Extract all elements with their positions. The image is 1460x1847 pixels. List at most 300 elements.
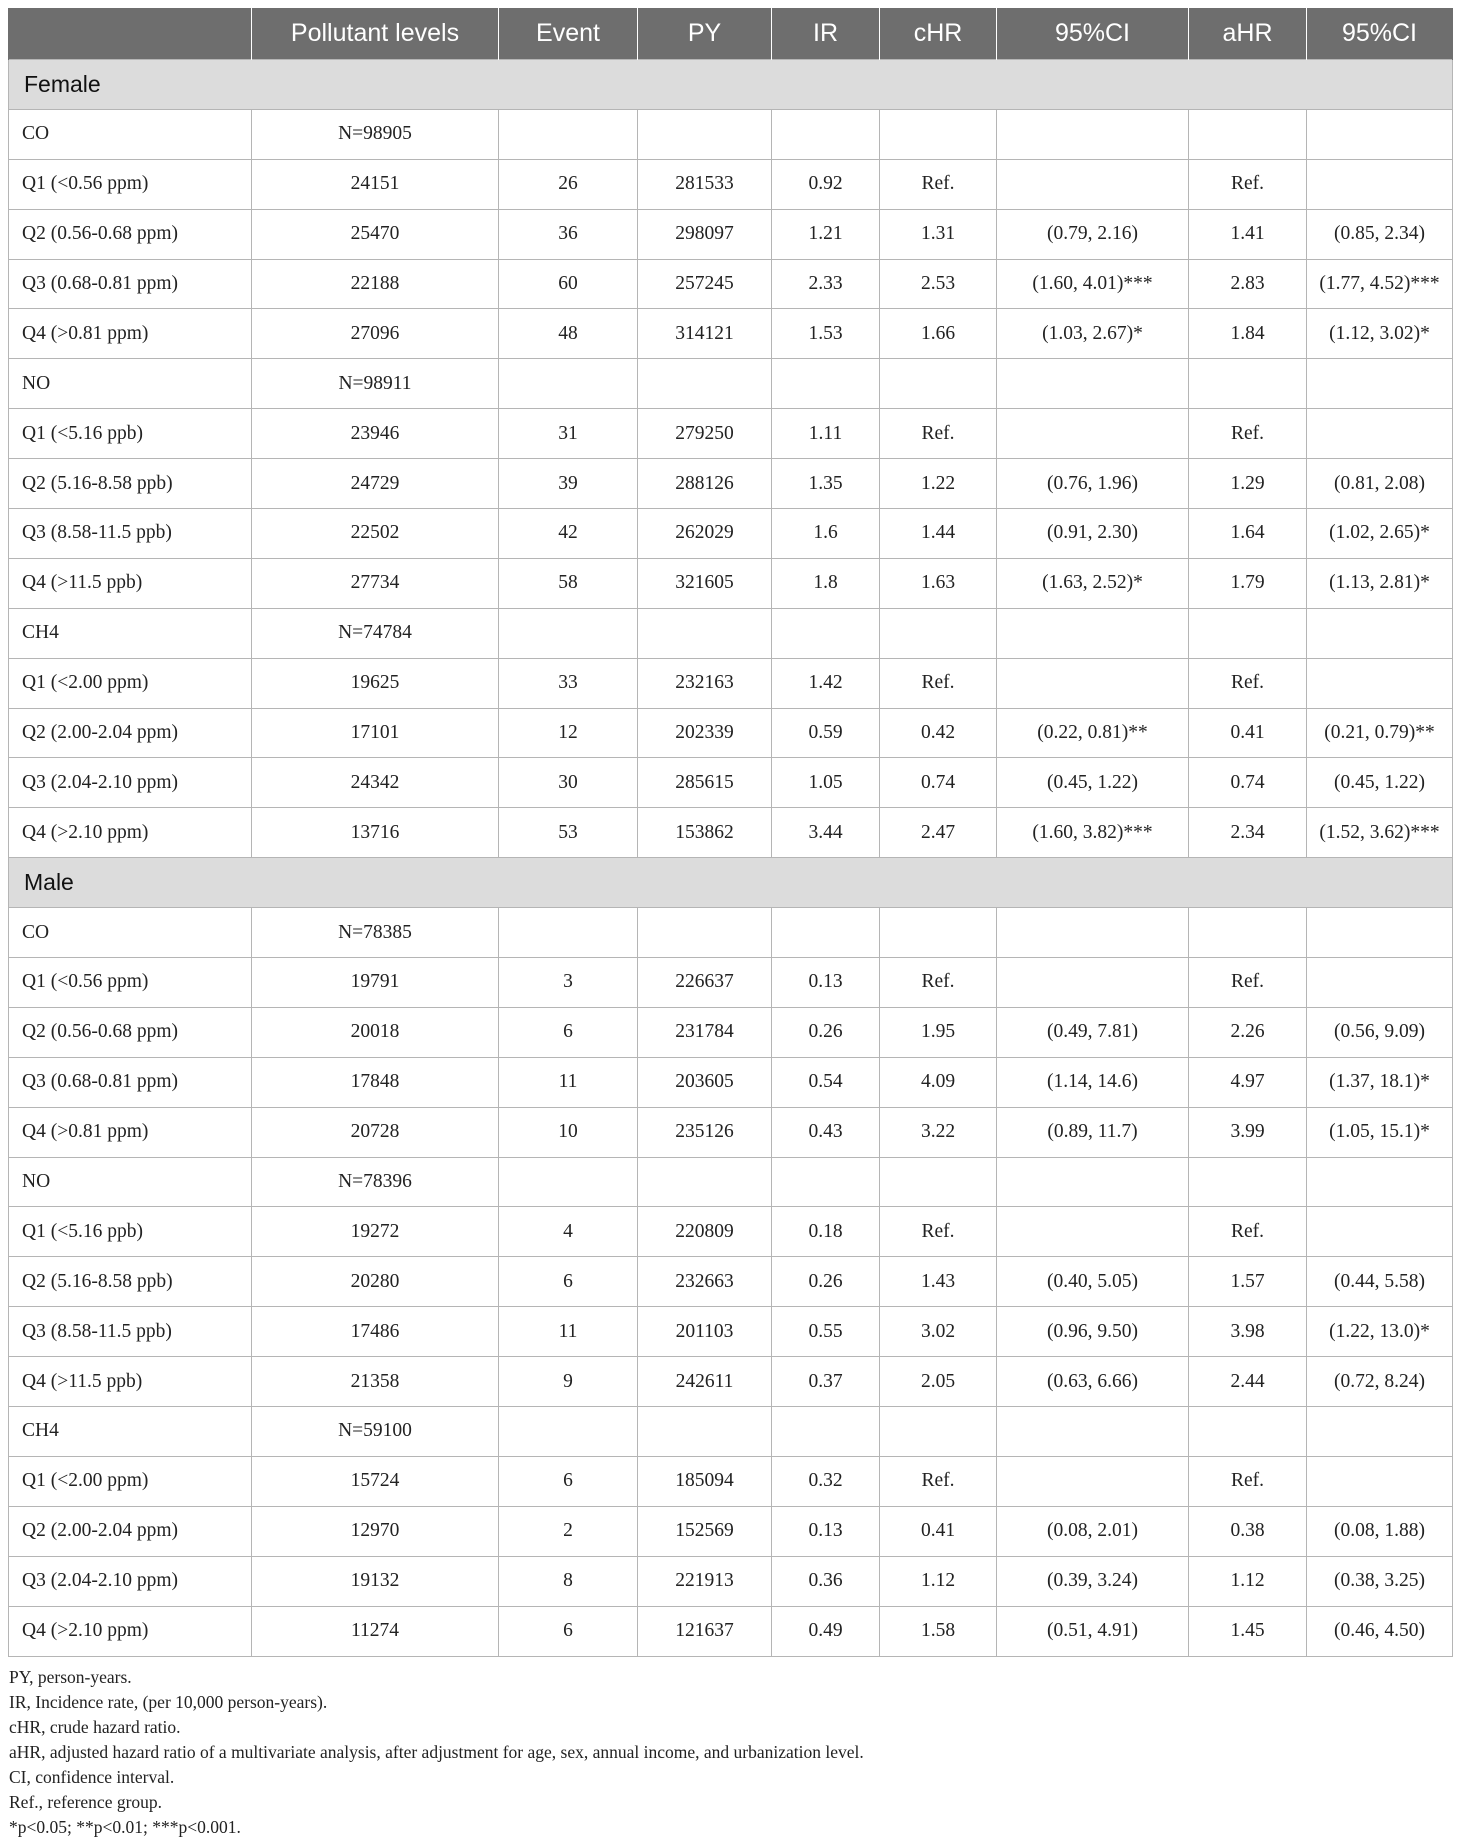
event: 26: [499, 159, 638, 209]
empty-cell: [1307, 1407, 1453, 1457]
chr-ci: (1.03, 2.67)*: [997, 309, 1189, 359]
header-py: PY: [638, 8, 772, 60]
ahr: 2.44: [1189, 1357, 1307, 1407]
person-years: 232163: [638, 658, 772, 708]
empty-cell: [880, 359, 997, 409]
quartile-label: Q2 (2.00-2.04 ppm): [9, 1506, 252, 1556]
group-row-female: [9, 60, 1453, 110]
header-ir: IR: [772, 8, 880, 60]
empty-cell: [1189, 1157, 1307, 1207]
incidence-rate: 1.6: [772, 509, 880, 559]
count: 22188: [252, 259, 499, 309]
table-row: [9, 1606, 1453, 1656]
empty-cell: [997, 1407, 1189, 1457]
event: 33: [499, 658, 638, 708]
chr: Ref.: [880, 658, 997, 708]
event: 58: [499, 558, 638, 608]
incidence-rate: 0.55: [772, 1307, 880, 1357]
quartile-label: Q3 (8.58-11.5 ppb): [9, 509, 252, 559]
ahr: 2.83: [1189, 259, 1307, 309]
incidence-rate: 0.92: [772, 159, 880, 209]
table-row: [9, 758, 1453, 808]
person-years: 232663: [638, 1257, 772, 1307]
pollutant-row: [9, 1407, 1453, 1457]
ahr-ci: (1.37, 18.1)*: [1307, 1057, 1453, 1107]
empty-cell: [880, 109, 997, 159]
header-ahr-ci: 95%CI: [1307, 8, 1453, 60]
pollutant-row: [9, 908, 1453, 958]
ahr: Ref.: [1189, 1456, 1307, 1506]
incidence-rate: 0.36: [772, 1556, 880, 1606]
event: 11: [499, 1057, 638, 1107]
ahr-ci: [1307, 1456, 1453, 1506]
chr-ci: [997, 159, 1189, 209]
table-row: [9, 658, 1453, 708]
chr-ci: (0.89, 11.7): [997, 1107, 1189, 1157]
incidence-rate: 0.18: [772, 1207, 880, 1257]
ahr: 1.64: [1189, 509, 1307, 559]
chr: 2.47: [880, 808, 997, 858]
chr: 3.02: [880, 1307, 997, 1357]
ahr: Ref.: [1189, 409, 1307, 459]
empty-cell: [638, 608, 772, 658]
empty-cell: [1307, 359, 1453, 409]
ahr-ci: [1307, 159, 1453, 209]
ahr: 1.84: [1189, 309, 1307, 359]
chr-ci: (1.60, 4.01)***: [997, 259, 1189, 309]
chr-ci: [997, 1456, 1189, 1506]
count: 13716: [252, 808, 499, 858]
chr: 0.74: [880, 758, 997, 808]
event: 6: [499, 1456, 638, 1506]
empty-cell: [638, 1157, 772, 1207]
chr: 1.12: [880, 1556, 997, 1606]
header-chr: cHR: [880, 8, 997, 60]
empty-cell: [1189, 1407, 1307, 1457]
incidence-rate: 1.21: [772, 209, 880, 259]
event: 8: [499, 1556, 638, 1606]
count: 19791: [252, 958, 499, 1008]
count: 12970: [252, 1506, 499, 1556]
event: 9: [499, 1357, 638, 1407]
chr: Ref.: [880, 1207, 997, 1257]
chr: Ref.: [880, 1456, 997, 1506]
pollutant-n: N=78396: [252, 1157, 499, 1207]
ahr-ci: (0.72, 8.24): [1307, 1357, 1453, 1407]
pollutant-row: [9, 359, 1453, 409]
chr-ci: (1.60, 3.82)***: [997, 808, 1189, 858]
table-row: [9, 1107, 1453, 1157]
chr-ci: (0.40, 5.05): [997, 1257, 1189, 1307]
empty-cell: [772, 1407, 880, 1457]
ahr-ci: (0.85, 2.34): [1307, 209, 1453, 259]
ahr-ci: (0.56, 9.09): [1307, 1007, 1453, 1057]
count: 20728: [252, 1107, 499, 1157]
incidence-rate: 1.35: [772, 459, 880, 509]
ahr: 0.38: [1189, 1506, 1307, 1556]
table-row: [9, 1357, 1453, 1407]
header-chr-ci: 95%CI: [997, 8, 1189, 60]
pollutant-name: CO: [9, 109, 252, 159]
event: 60: [499, 259, 638, 309]
incidence-rate: 0.13: [772, 1506, 880, 1556]
ahr-ci: (1.12, 3.02)*: [1307, 309, 1453, 359]
table-row: [9, 159, 1453, 209]
person-years: 201103: [638, 1307, 772, 1357]
quartile-label: Q1 (<5.16 ppb): [9, 409, 252, 459]
pollutant-name: CH4: [9, 608, 252, 658]
chr: Ref.: [880, 958, 997, 1008]
footnote-line: PY, person-years.: [9, 1666, 132, 1687]
empty-cell: [997, 359, 1189, 409]
count: 15724: [252, 1456, 499, 1506]
table-row: [9, 808, 1453, 858]
incidence-rate: 1.53: [772, 309, 880, 359]
count: 17486: [252, 1307, 499, 1357]
ahr-ci: [1307, 658, 1453, 708]
group-label: Male: [9, 858, 1453, 908]
empty-cell: [638, 359, 772, 409]
event: 3: [499, 958, 638, 1008]
incidence-rate: 1.11: [772, 409, 880, 459]
chr-ci: [997, 409, 1189, 459]
count: 21358: [252, 1357, 499, 1407]
ahr-ci: (0.38, 3.25): [1307, 1556, 1453, 1606]
count: 20018: [252, 1007, 499, 1057]
footnote-line: IR, Incidence rate, (per 10,000 person-years).: [9, 1691, 328, 1712]
chr: 3.22: [880, 1107, 997, 1157]
ahr: Ref.: [1189, 1207, 1307, 1257]
incidence-rate: 2.33: [772, 259, 880, 309]
chr: 2.53: [880, 259, 997, 309]
empty-cell: [880, 1157, 997, 1207]
count: 19625: [252, 658, 499, 708]
ahr-ci: (0.44, 5.58): [1307, 1257, 1453, 1307]
quartile-label: Q1 (<2.00 ppm): [9, 1456, 252, 1506]
quartile-label: Q4 (>0.81 ppm): [9, 309, 252, 359]
empty-cell: [638, 1407, 772, 1457]
incidence-rate: 0.59: [772, 708, 880, 758]
incidence-rate: 1.42: [772, 658, 880, 708]
ahr-ci: (1.52, 3.62)***: [1307, 808, 1453, 858]
header-row: [9, 8, 1453, 60]
pollutant-n: N=98905: [252, 109, 499, 159]
empty-cell: [1189, 359, 1307, 409]
person-years: 153862: [638, 808, 772, 858]
empty-cell: [499, 359, 638, 409]
person-years: 220809: [638, 1207, 772, 1257]
person-years: 242611: [638, 1357, 772, 1407]
event: 6: [499, 1257, 638, 1307]
person-years: 202339: [638, 708, 772, 758]
quartile-label: Q1 (<0.56 ppm): [9, 958, 252, 1008]
empty-cell: [997, 608, 1189, 658]
empty-cell: [1307, 908, 1453, 958]
header-event: Event: [499, 8, 638, 60]
event: 48: [499, 309, 638, 359]
chr-ci: (0.79, 2.16): [997, 209, 1189, 259]
event: 12: [499, 708, 638, 758]
ahr-ci: (1.77, 4.52)***: [1307, 259, 1453, 309]
pollutant-n: N=74784: [252, 608, 499, 658]
event: 4: [499, 1207, 638, 1257]
chr: 1.44: [880, 509, 997, 559]
person-years: 221913: [638, 1556, 772, 1606]
count: 23946: [252, 409, 499, 459]
ahr-ci: (0.46, 4.50): [1307, 1606, 1453, 1656]
ahr-ci: (0.45, 1.22): [1307, 758, 1453, 808]
chr: 1.66: [880, 309, 997, 359]
quartile-label: Q2 (5.16-8.58 ppb): [9, 459, 252, 509]
ahr-ci: (0.21, 0.79)**: [1307, 708, 1453, 758]
footnote-line: CI, confidence interval.: [9, 1766, 175, 1787]
quartile-label: Q3 (0.68-0.81 ppm): [9, 259, 252, 309]
incidence-rate: 0.13: [772, 958, 880, 1008]
incidence-rate: 0.54: [772, 1057, 880, 1107]
table-row: [9, 1556, 1453, 1606]
event: 6: [499, 1007, 638, 1057]
count: 17848: [252, 1057, 499, 1107]
count: 20280: [252, 1257, 499, 1307]
person-years: 257245: [638, 259, 772, 309]
chr-ci: [997, 658, 1189, 708]
person-years: 185094: [638, 1456, 772, 1506]
table-row: [9, 1506, 1453, 1556]
ahr-ci: (1.02, 2.65)*: [1307, 509, 1453, 559]
ahr: 3.98: [1189, 1307, 1307, 1357]
ahr-ci: (1.22, 13.0)*: [1307, 1307, 1453, 1357]
pollutant-name: CO: [9, 908, 252, 958]
chr-ci: (1.63, 2.52)*: [997, 558, 1189, 608]
empty-cell: [638, 109, 772, 159]
pollutant-row: [9, 608, 1453, 658]
count: 24342: [252, 758, 499, 808]
chr: 4.09: [880, 1057, 997, 1107]
ahr-ci: (0.08, 1.88): [1307, 1506, 1453, 1556]
event: 42: [499, 509, 638, 559]
table-row: [9, 1007, 1453, 1057]
ahr: Ref.: [1189, 958, 1307, 1008]
incidence-rate: 3.44: [772, 808, 880, 858]
footnote-line: Ref., reference group.: [9, 1791, 163, 1812]
incidence-rate: 0.37: [772, 1357, 880, 1407]
footnote-line: *p<0.05; **p<0.01; ***p<0.001.: [9, 1816, 241, 1837]
person-years: 262029: [638, 509, 772, 559]
count: 27734: [252, 558, 499, 608]
empty-cell: [772, 908, 880, 958]
table-row: [9, 1307, 1453, 1357]
quartile-label: Q4 (>11.5 ppb): [9, 1357, 252, 1407]
ahr: 3.99: [1189, 1107, 1307, 1157]
person-years: 235126: [638, 1107, 772, 1157]
chr-ci: (0.63, 6.66): [997, 1357, 1189, 1407]
person-years: 152569: [638, 1506, 772, 1556]
empty-cell: [772, 1157, 880, 1207]
header-ahr: aHR: [1189, 8, 1307, 60]
group-label: Female: [9, 60, 1453, 110]
footnote-line: aHR, adjusted hazard ratio of a multivariate analysis, after adjustment for age, sex, annual income, and urbanization level.: [9, 1741, 864, 1762]
empty-cell: [772, 359, 880, 409]
event: 6: [499, 1606, 638, 1656]
person-years: 121637: [638, 1606, 772, 1656]
ahr: Ref.: [1189, 159, 1307, 209]
header-label: [9, 8, 252, 60]
empty-cell: [880, 608, 997, 658]
chr: 1.63: [880, 558, 997, 608]
footnotes: [8, 1665, 1452, 1840]
chr-ci: (0.51, 4.91): [997, 1606, 1189, 1656]
empty-cell: [880, 1407, 997, 1457]
quartile-label: Q2 (2.00-2.04 ppm): [9, 708, 252, 758]
quartile-label: Q1 (<2.00 ppm): [9, 658, 252, 708]
person-years: 279250: [638, 409, 772, 459]
ahr: 1.29: [1189, 459, 1307, 509]
pollutant-row: [9, 1157, 1453, 1207]
event: 10: [499, 1107, 638, 1157]
chr: 1.95: [880, 1007, 997, 1057]
empty-cell: [997, 1157, 1189, 1207]
quartile-label: Q3 (8.58-11.5 ppb): [9, 1307, 252, 1357]
empty-cell: [499, 1407, 638, 1457]
event: 31: [499, 409, 638, 459]
ahr: 0.74: [1189, 758, 1307, 808]
ahr-ci: [1307, 1207, 1453, 1257]
count: 24151: [252, 159, 499, 209]
chr: 0.42: [880, 708, 997, 758]
table-row: [9, 958, 1453, 1008]
incidence-rate: 0.43: [772, 1107, 880, 1157]
person-years: 231784: [638, 1007, 772, 1057]
chr-ci: (0.45, 1.22): [997, 758, 1189, 808]
chr: 1.43: [880, 1257, 997, 1307]
quartile-label: Q2 (0.56-0.68 ppm): [9, 1007, 252, 1057]
person-years: 281533: [638, 159, 772, 209]
table-container: [8, 8, 1452, 1840]
empty-cell: [1189, 109, 1307, 159]
ahr: 4.97: [1189, 1057, 1307, 1107]
header-pollutant-levels: Pollutant levels: [252, 8, 499, 60]
empty-cell: [1189, 608, 1307, 658]
group-row-male: [9, 858, 1453, 908]
person-years: 203605: [638, 1057, 772, 1107]
count: 19272: [252, 1207, 499, 1257]
chr: 1.31: [880, 209, 997, 259]
pollutant-name: NO: [9, 359, 252, 409]
pollutant-n: N=59100: [252, 1407, 499, 1457]
chr-ci: (0.08, 2.01): [997, 1506, 1189, 1556]
table-row: [9, 1207, 1453, 1257]
ahr: 0.41: [1189, 708, 1307, 758]
ahr-ci: (1.13, 2.81)*: [1307, 558, 1453, 608]
quartile-label: Q4 (>2.10 ppm): [9, 1606, 252, 1656]
event: 2: [499, 1506, 638, 1556]
chr-ci: [997, 958, 1189, 1008]
empty-cell: [499, 1157, 638, 1207]
quartile-label: Q2 (5.16-8.58 ppb): [9, 1257, 252, 1307]
table-row: [9, 259, 1453, 309]
incidence-rate: 0.49: [772, 1606, 880, 1656]
incidence-rate: 0.26: [772, 1257, 880, 1307]
quartile-label: Q3 (0.68-0.81 ppm): [9, 1057, 252, 1107]
empty-cell: [997, 109, 1189, 159]
count: 11274: [252, 1606, 499, 1656]
pollutant-n: N=98911: [252, 359, 499, 409]
count: 19132: [252, 1556, 499, 1606]
quartile-label: Q3 (2.04-2.10 ppm): [9, 758, 252, 808]
incidence-rate: 1.05: [772, 758, 880, 808]
event: 11: [499, 1307, 638, 1357]
ahr-ci: (0.81, 2.08): [1307, 459, 1453, 509]
chr-ci: (0.76, 1.96): [997, 459, 1189, 509]
pollutant-name: CH4: [9, 1407, 252, 1457]
quartile-label: Q2 (0.56-0.68 ppm): [9, 209, 252, 259]
count: 17101: [252, 708, 499, 758]
empty-cell: [1307, 109, 1453, 159]
quartile-label: Q1 (<0.56 ppm): [9, 159, 252, 209]
chr-ci: (0.96, 9.50): [997, 1307, 1189, 1357]
incidence-rate: 0.32: [772, 1456, 880, 1506]
event: 36: [499, 209, 638, 259]
table-row: [9, 708, 1453, 758]
count: 22502: [252, 509, 499, 559]
ahr: 1.45: [1189, 1606, 1307, 1656]
event: 30: [499, 758, 638, 808]
pollutant-n: N=78385: [252, 908, 499, 958]
hazard-ratio-table: [8, 8, 1453, 1657]
person-years: 226637: [638, 958, 772, 1008]
quartile-label: Q3 (2.04-2.10 ppm): [9, 1556, 252, 1606]
table-row: [9, 1456, 1453, 1506]
table-row: [9, 1057, 1453, 1107]
empty-cell: [638, 908, 772, 958]
chr: 1.22: [880, 459, 997, 509]
table-row: [9, 1257, 1453, 1307]
count: 24729: [252, 459, 499, 509]
table-body: [9, 60, 1453, 1657]
chr: 1.58: [880, 1606, 997, 1656]
ahr: 2.34: [1189, 808, 1307, 858]
event: 39: [499, 459, 638, 509]
table-row: [9, 409, 1453, 459]
person-years: 298097: [638, 209, 772, 259]
empty-cell: [499, 608, 638, 658]
quartile-label: Q1 (<5.16 ppb): [9, 1207, 252, 1257]
person-years: 321605: [638, 558, 772, 608]
quartile-label: Q4 (>2.10 ppm): [9, 808, 252, 858]
ahr: Ref.: [1189, 658, 1307, 708]
chr-ci: (0.49, 7.81): [997, 1007, 1189, 1057]
quartile-label: Q4 (>0.81 ppm): [9, 1107, 252, 1157]
chr: 2.05: [880, 1357, 997, 1407]
chr-ci: (1.14, 14.6): [997, 1057, 1189, 1107]
pollutant-name: NO: [9, 1157, 252, 1207]
ahr-ci: (1.05, 15.1)*: [1307, 1107, 1453, 1157]
empty-cell: [1307, 1157, 1453, 1207]
pollutant-row: [9, 109, 1453, 159]
empty-cell: [880, 908, 997, 958]
table-row: [9, 558, 1453, 608]
count: 27096: [252, 309, 499, 359]
ahr: 1.12: [1189, 1556, 1307, 1606]
chr: Ref.: [880, 409, 997, 459]
chr-ci: (0.39, 3.24): [997, 1556, 1189, 1606]
empty-cell: [499, 908, 638, 958]
person-years: 288126: [638, 459, 772, 509]
empty-cell: [997, 908, 1189, 958]
table-row: [9, 209, 1453, 259]
empty-cell: [499, 109, 638, 159]
person-years: 314121: [638, 309, 772, 359]
